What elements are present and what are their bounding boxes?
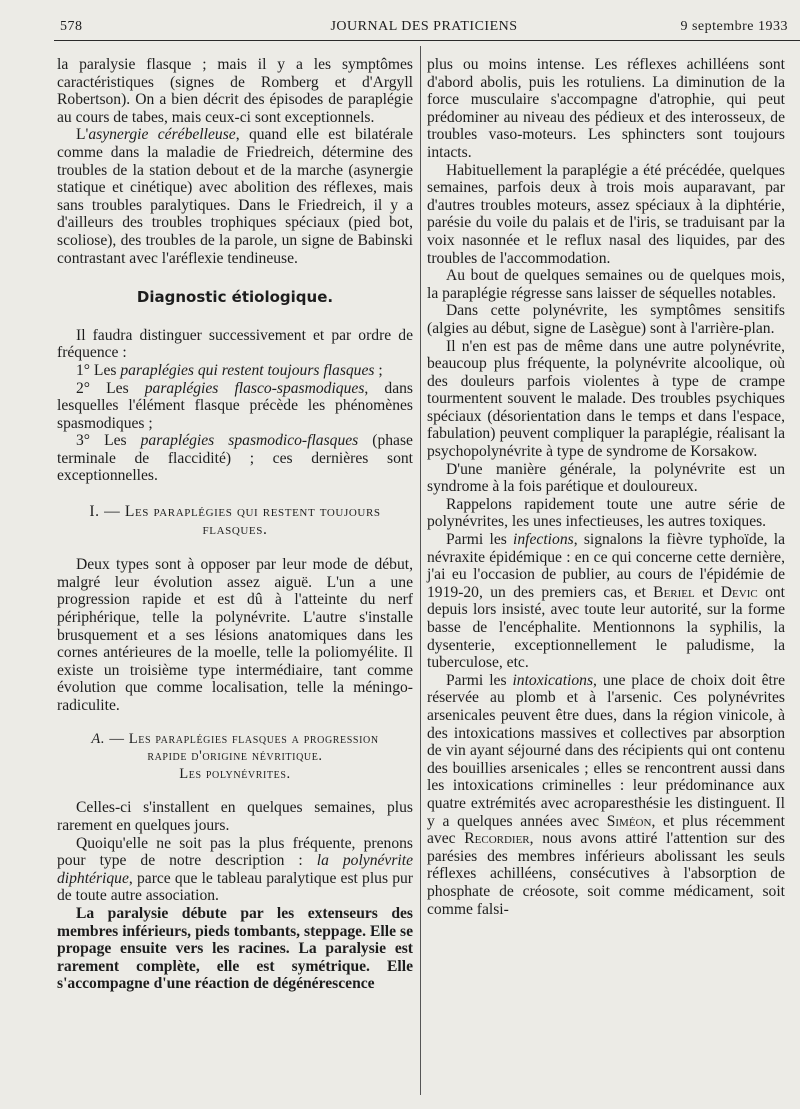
page-number: 578 [60, 19, 83, 34]
journal-title: JOURNAL DES PRATICIENS [330, 19, 518, 34]
paragraph: Il n'en est pas de même dans une autre polynévrite, beaucoup plus fréquente, la polynévrite alcoolique, où des douleurs parfois violentes à type de crampe tourmentent souvent le malade. Des troubles psychiques spéciaux (désorientation dans le temps et dans l'espace, fabulation) peuvent compliquer la paraplégie, réalisant la psychopolynévrite à type de syndrome de Korsakow. [427, 337, 785, 461]
paragraph: Rappelons rapidement toute une autre série de polynévrites, les unes infectieuses, les autres toxiques. [427, 495, 785, 531]
paragraph: Parmi les infections, signalons la fièvre typhoïde, la névraxite épidémique : en ce qui concerne cette dernière, j'ai eu l'occasion de publier, au cours de l'épidémie de 1919-20, un des premiers cas, et Beriel et Devic ont depuis lors insisté, avec toute leur autorité, sur la forme basse de l'encéphalite. Mentionnons la syphilis, la dysenterie, exceptionnellement le paludisme, la tuberculose, etc. [427, 531, 786, 672]
paragraph: Au bout de quelques semaines ou de quelques mois, la paraplégie régresse sans laisser de séquelles notables. [427, 267, 785, 302]
paragraph: plus ou moins intense. Les réflexes achilléens sont d'abord abolis, puis les rotuliens. La diminution de la force musculaire s'accompagne d'atrophie, qui peut prédominer au niveau des pédieux et des interosseux, de troubles vaso-moteurs. Les sphincters sont toujours intacts. [427, 56, 785, 161]
paragraph: Habituellement la paraplégie a été précédée, quelques semaines, parfois deux à trois mois auparavant, par d'autres troubles moteurs, assez spéciaux à la diphtérie, parésie du voile du palais et de l'iris, se traduisant par la voix nasonnée et le reflux nasal des liquides, par des troubles de l'accommodation. [427, 161, 785, 267]
list-item: 1° Les paraplégies qui restent toujours flasques ; [76, 361, 383, 379]
paragraph: la paralysie flasque ; mais il y a les symptômes caractéristiques (signes de Romberg et d'Argyll Robertson). On a bien décrit des épisodes de paraplégie au cours de tabes, mais ceux-ci sont exceptionnels. [57, 56, 413, 126]
paragraph: La paralysie débute par les extenseurs des membres inférieurs, pieds tombants, steppage. Elle se propage ensuite vers les racines. La paralysie est rarement complète, elle est symétrique. Elle s'accompagne d'une réaction de dégénérescence [57, 904, 413, 993]
header-rule [54, 40, 800, 41]
running-header [60, 15, 788, 39]
left-column [57, 56, 413, 993]
right-column [427, 56, 785, 918]
paragraph: Quoiqu'elle ne soit pas la plus fréquente, prenons pour type de notre description : la polynévrite diphtérique, parce que le tableau paralytique est plus pur de toute autre association. [57, 834, 414, 905]
subsection-heading: A. — Les paraplégies flasques a progression rapide d'origine névritique. Les polynévrites. [91, 730, 379, 782]
list-item: 2° Les paraplégies flasco-spasmodiques, dans lesquelles l'élément flasque précède les phénomènes spasmodiques ; [57, 379, 413, 432]
paragraph: L'asynergie cérébelleuse, quand elle est bilatérale comme dans la maladie de Friedreich, détermine des troubles de la station debout et de la marche (asynergie statique et cinétique) avec abolition des réflexes, mais sans troubles paralytiques. Dans le Friedreich, il y a d'ailleurs des troubles trophiques spéciaux (pied bot, scoliose), des troubles de la parole, un signe de Babinski contrastant avec l'aréflexie tendineuse. [57, 126, 413, 267]
issue-date: 9 septembre 1933 [680, 19, 788, 34]
paragraph: D'une manière générale, la polynévrite est un syndrome à la fois parétique et douloureux. [427, 460, 785, 496]
column-divider [420, 46, 421, 1095]
subsection-heading: I. — Les paraplégies qui restent toujours flasques. [89, 503, 381, 538]
paragraph: Dans cette polynévrite, les symptômes sensitifs (algies au début, signe de Lasègue) sont à l'arrière-plan. [427, 302, 785, 337]
paragraph: Il faudra distinguer successivement et par ordre de fréquence : [57, 326, 413, 362]
paragraph: Deux types sont à opposer par leur mode de début, malgré leur évolution assez aiguë. L'un a une progression rapide et est dû à l'atteinte du nerf périphérique, telle la polynévrite. L'autre s'installe brusquement et a ses lésions anatomiques dans les cornes antérieures de la moelle, telle la poliomyélite. Il existe un troisième type intermédiaire, tant comme évolution que comme localisation, telle la méningo-radiculite. [57, 556, 413, 714]
list-item: 3° Les paraplégies spasmodico-flasques (phase terminale de flaccidité) ; ces dernières sont exceptionnelles. [57, 432, 413, 485]
paragraph: Celles-ci s'installent en quelques semaines, plus rarement en quelques jours. [57, 799, 413, 834]
section-heading: Diagnostic étiologique. [136, 288, 334, 307]
paragraph: Parmi les intoxications, une place de choix doit être réservée au plomb et à l'arsenic. Ces polynévrites arsenicales peuvent être dues, dans la région vinicole, à des intoxications massives et collectives par absorption de vin ayant séjourné dans des récipients qui ont contenu des bouillies arsenicales ; elles se rencontrent aussi dans les intoxications criminelles : leur prédominance aux quatre extrémités avec acroparesthésie les distinguent. Il y a quelques années avec Siméon, et plus récemment avec Recordier, nous avons attiré l'attention sur des parésies des membres inférieurs abolissant les seuls réflexes achilléens, consécutives à l'absorption de phosphate de créosote, soit comme médicament, soit comme falsi- [427, 671, 785, 918]
